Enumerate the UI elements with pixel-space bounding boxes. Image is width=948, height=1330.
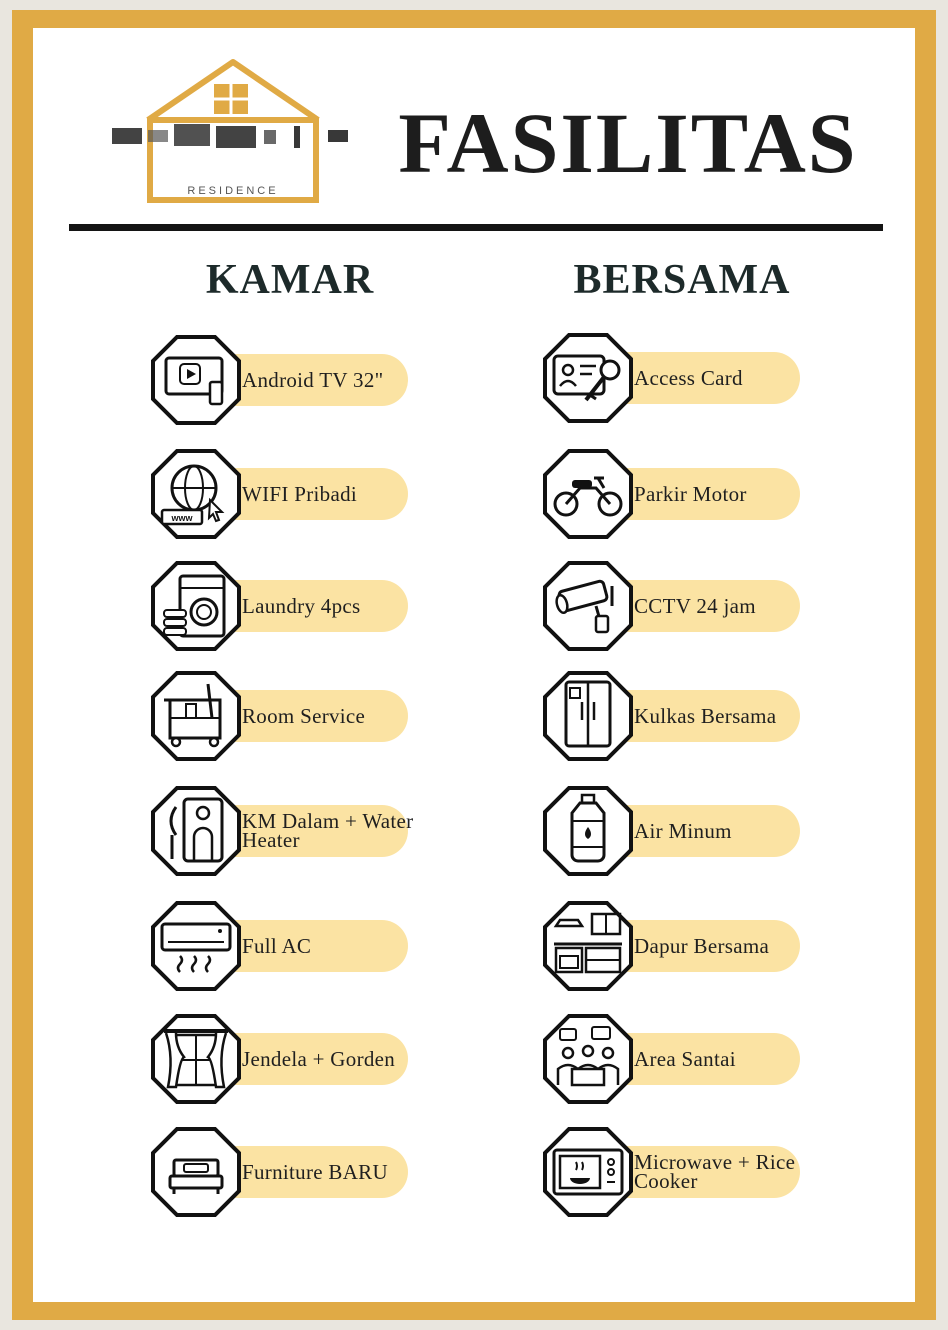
water-heater-icon — [150, 785, 242, 877]
facility-label: Android TV 32" — [242, 367, 384, 392]
facility-item-area-santai — [542, 1013, 832, 1105]
facility-label: KM Dalam + Water Heater — [242, 809, 414, 852]
facility-item-microwave — [542, 1126, 832, 1218]
facility-item-window-curtain — [150, 1013, 440, 1105]
facility-label: Area Santai — [634, 1046, 736, 1071]
facility-label: Parkir Motor — [634, 481, 747, 506]
residence-logo — [98, 58, 358, 208]
kitchen-icon — [542, 900, 634, 992]
facility-item-water-heater — [150, 785, 440, 877]
window-curtain-icon — [150, 1013, 242, 1105]
microwave-icon — [542, 1126, 634, 1218]
facility-item-wifi — [150, 448, 440, 540]
column-heading-bersama: BERSAMA — [573, 257, 791, 303]
facility-label: WIFI Pribadi — [242, 481, 357, 506]
facility-item-furniture — [150, 1126, 440, 1218]
facility-label: Dapur Bersama — [634, 933, 770, 958]
cleaning-cart-icon — [150, 670, 242, 762]
page-title: FASILITAS — [398, 95, 858, 191]
facility-item-room-service — [150, 670, 440, 762]
refrigerator-icon — [542, 670, 634, 762]
facility-item-air-minum — [542, 785, 832, 877]
air-conditioner-icon — [150, 900, 242, 992]
facility-label: Microwave + Rice Cooker — [634, 1150, 796, 1193]
facility-item-parkir-motor — [542, 448, 832, 540]
facility-item-laundry — [150, 560, 440, 652]
house-logo-icon — [98, 58, 358, 208]
motorcycle-icon — [542, 448, 634, 540]
facility-label: Air Minum — [634, 818, 732, 843]
facility-label: Furniture BARU — [242, 1159, 388, 1184]
poster-frame — [12, 10, 936, 1320]
facility-item-dapur — [542, 900, 832, 992]
facility-item-access-card — [542, 332, 832, 424]
facility-item-kulkas — [542, 670, 832, 762]
facility-label: Access Card — [634, 365, 743, 390]
svg-text:www: www — [171, 513, 193, 523]
id-card-key-icon — [542, 332, 634, 424]
facility-label: CCTV 24 jam — [634, 593, 756, 618]
water-gallon-icon — [542, 785, 634, 877]
washing-machine-icon — [150, 560, 242, 652]
poster-sheet — [33, 28, 915, 1302]
facility-label: Full AC — [242, 933, 312, 958]
bed-icon — [150, 1126, 242, 1218]
facility-label: Laundry 4pcs — [242, 593, 361, 618]
tv-icon — [150, 334, 242, 426]
facility-item-android-tv — [150, 334, 440, 426]
header-divider — [69, 224, 883, 231]
facility-label: Kulkas Bersama — [634, 703, 777, 728]
logo-text: RESIDENCE — [187, 185, 279, 197]
facility-item-full-ac — [150, 900, 440, 992]
facility-label: Room Service — [242, 703, 366, 728]
facility-item-cctv — [542, 560, 832, 652]
globe-www-icon — [150, 448, 242, 540]
cctv-camera-icon — [542, 560, 634, 652]
facility-label: Jendela + Gorden — [242, 1046, 396, 1071]
lounge-people-icon — [542, 1013, 634, 1105]
column-heading-kamar: KAMAR — [205, 257, 375, 303]
